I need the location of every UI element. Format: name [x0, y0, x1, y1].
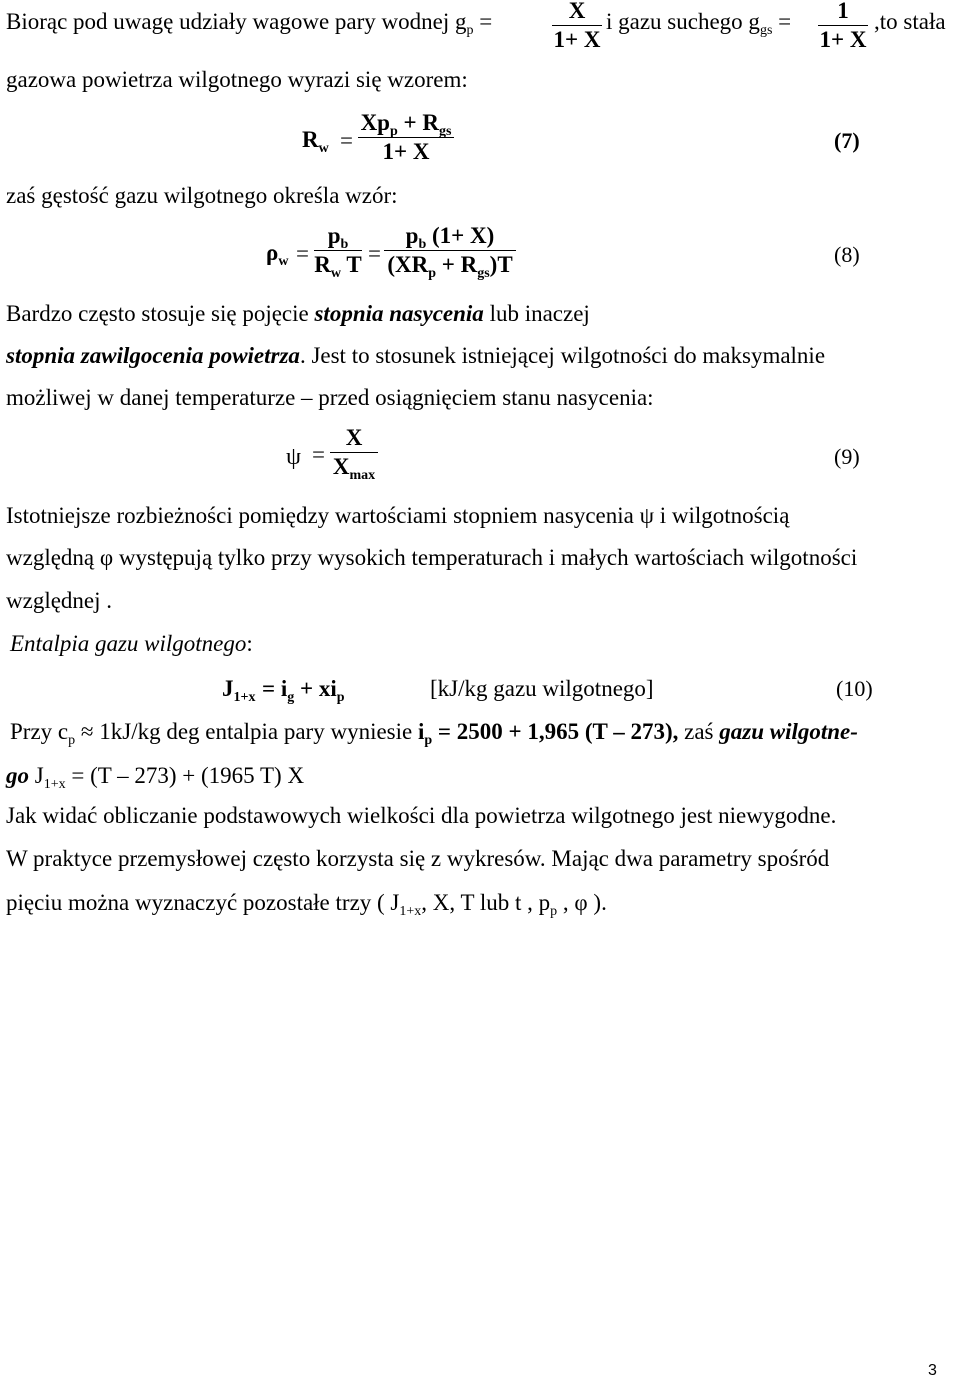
- eq8-lhs: [266, 240, 289, 269]
- fraction-x-over-1-plus-x: [552, 0, 602, 53]
- t: zaś: [678, 719, 720, 744]
- t: )T: [489, 252, 513, 277]
- equals: =: [473, 9, 493, 34]
- denominator: 1+ X: [819, 27, 867, 52]
- denominator: [330, 454, 378, 483]
- line-10: [10, 630, 253, 658]
- line-3: zaś gęstość gazu wilgotnego określa wzór:: [6, 183, 398, 208]
- term-gazu-wilgotnego: gazu wilgotne-: [719, 719, 858, 744]
- t: p: [405, 223, 419, 248]
- fraction-bar: [552, 25, 602, 26]
- eq8-equals-2: =: [368, 241, 381, 266]
- term-stopnia-zawilgocenia: stopnia zawilgocenia powietrza: [6, 343, 300, 368]
- line-13: Jak widać obliczanie podstawowych wielkości dla powietrza wilgotnego jest niewygodne.: [6, 803, 837, 828]
- t: = i: [262, 676, 288, 701]
- t: + R: [397, 110, 439, 135]
- t: p: [327, 223, 341, 248]
- eq8-fraction-1: [314, 223, 362, 281]
- page-number: 3: [928, 1362, 937, 1379]
- t: Xp: [360, 110, 390, 135]
- symbol: R: [302, 127, 319, 152]
- t: R: [314, 252, 331, 277]
- line-14: W praktyce przemysłowej często korzysta się z wykresów. Mając dwa parametry spośród: [6, 846, 830, 871]
- text: . Jest to stosunek istniejącej wilgotności do maksymalnie: [299, 343, 826, 368]
- line-4: [6, 300, 590, 328]
- numerator: [384, 223, 516, 252]
- t: go: [6, 763, 29, 788]
- t: (XR: [387, 252, 429, 277]
- s: max: [349, 468, 376, 483]
- t: + xi: [294, 676, 337, 701]
- t: , φ ).: [557, 890, 607, 915]
- subscript: w: [318, 141, 329, 156]
- t: pięciu można wyznaczyć pozostałe trzy ( J: [6, 890, 400, 915]
- t: i: [417, 719, 425, 744]
- text: Biorąc pod uwagę udziały wagowe pary wodnej g: [6, 9, 467, 34]
- line-1: [6, 8, 492, 36]
- s: 1+x: [233, 690, 256, 705]
- s: w: [330, 266, 342, 281]
- t: (1+ X): [426, 223, 495, 248]
- line-1-c: ,to stała: [874, 9, 946, 34]
- s: 1+x: [43, 777, 66, 792]
- s: p: [424, 733, 433, 748]
- line-15: [6, 889, 607, 917]
- line-9: względnej .: [6, 588, 113, 613]
- eq9-number: (9): [834, 444, 860, 469]
- s: gs: [438, 124, 452, 139]
- line-2: gazowa powietrza wilgotnego wyrazi się wzorem:: [6, 67, 468, 92]
- t: + R: [436, 252, 478, 277]
- text: i gazu suchego g: [606, 9, 760, 34]
- fraction-bar: [384, 250, 516, 251]
- eq8-equals-1: =: [296, 241, 309, 266]
- t: J: [29, 763, 44, 788]
- fraction-bar: [330, 452, 378, 453]
- eq9-lhs: ψ: [286, 444, 302, 470]
- t: T: [341, 252, 362, 277]
- term-stopnia-nasycenia: stopnia nasycenia: [314, 301, 484, 326]
- numerator: [314, 223, 362, 252]
- s: gs: [477, 266, 490, 281]
- eq8-fraction-2: [384, 223, 516, 281]
- t: J: [222, 676, 234, 701]
- fraction-1-over-1-plus-x: [818, 0, 868, 53]
- denominator: [384, 252, 516, 281]
- eq8-number: (8): [834, 242, 860, 267]
- eq10-lhs: [222, 676, 256, 705]
- t: = (T – 273) + (1965 T) X: [65, 763, 305, 788]
- eq10-number: (10): [836, 676, 873, 701]
- line-5: [6, 342, 825, 370]
- eq9-equals: =: [312, 442, 325, 467]
- fraction-bar: [314, 250, 362, 251]
- symbol: ρ: [266, 240, 279, 265]
- eq7-fraction: [358, 110, 454, 165]
- t: X: [332, 454, 350, 479]
- colon: :: [246, 631, 253, 656]
- line-1-b: [606, 8, 791, 36]
- line-8: względną φ występują tylko przy wysokich temperaturach i małych wartościach wilgotności: [6, 545, 858, 570]
- line-7: Istotniejsze rozbieżności pomiędzy wartościami stopniem nasycenia ψ i wilgotnością: [6, 503, 790, 528]
- subscript: w: [278, 254, 289, 269]
- s: 1+x: [399, 904, 422, 919]
- s: g: [287, 690, 295, 705]
- t: Przy c: [10, 719, 69, 744]
- eq9-fraction: [330, 425, 378, 483]
- s: b: [418, 237, 427, 252]
- s: p: [550, 904, 558, 919]
- eq7-number: (7): [834, 128, 860, 153]
- s: b: [340, 237, 349, 252]
- s: p: [336, 690, 345, 705]
- equals: =: [772, 9, 792, 34]
- eq7-lhs: [302, 127, 329, 156]
- t: , X, T lub t , p: [421, 890, 551, 915]
- s: p: [68, 733, 76, 748]
- t: ≈ 1kJ/kg deg entalpia pary wyniesie: [75, 719, 418, 744]
- line-12: [6, 762, 304, 790]
- numerator: 1: [837, 0, 849, 23]
- eq7-equals: =: [340, 128, 353, 153]
- eq10-unit: [kJ/kg gazu wilgotnego]: [430, 676, 654, 701]
- numerator: [358, 110, 454, 139]
- line-11: [10, 718, 858, 746]
- s: p: [428, 266, 436, 281]
- denominator: [314, 252, 362, 281]
- subscript: gs: [759, 23, 773, 38]
- text: lub inaczej: [483, 301, 590, 326]
- subscript: p: [466, 23, 474, 38]
- heading-entalpia: Entalpia gazu wilgotnego: [10, 631, 247, 656]
- text: Bardzo często stosuje się pojęcie: [6, 301, 315, 326]
- line-6: możliwej w danej temperaturze – przed osiągnięciem stanu nasycenia:: [6, 385, 654, 410]
- t: = 2500 + 1,965 (T – 273),: [432, 719, 679, 744]
- s: p: [389, 124, 398, 139]
- fraction-bar: [818, 25, 868, 26]
- eq10-rhs: [262, 676, 345, 705]
- denominator: 1+ X: [553, 27, 601, 52]
- numerator: X: [568, 0, 586, 23]
- numerator: X: [345, 425, 363, 450]
- denominator: 1+ X: [382, 139, 430, 164]
